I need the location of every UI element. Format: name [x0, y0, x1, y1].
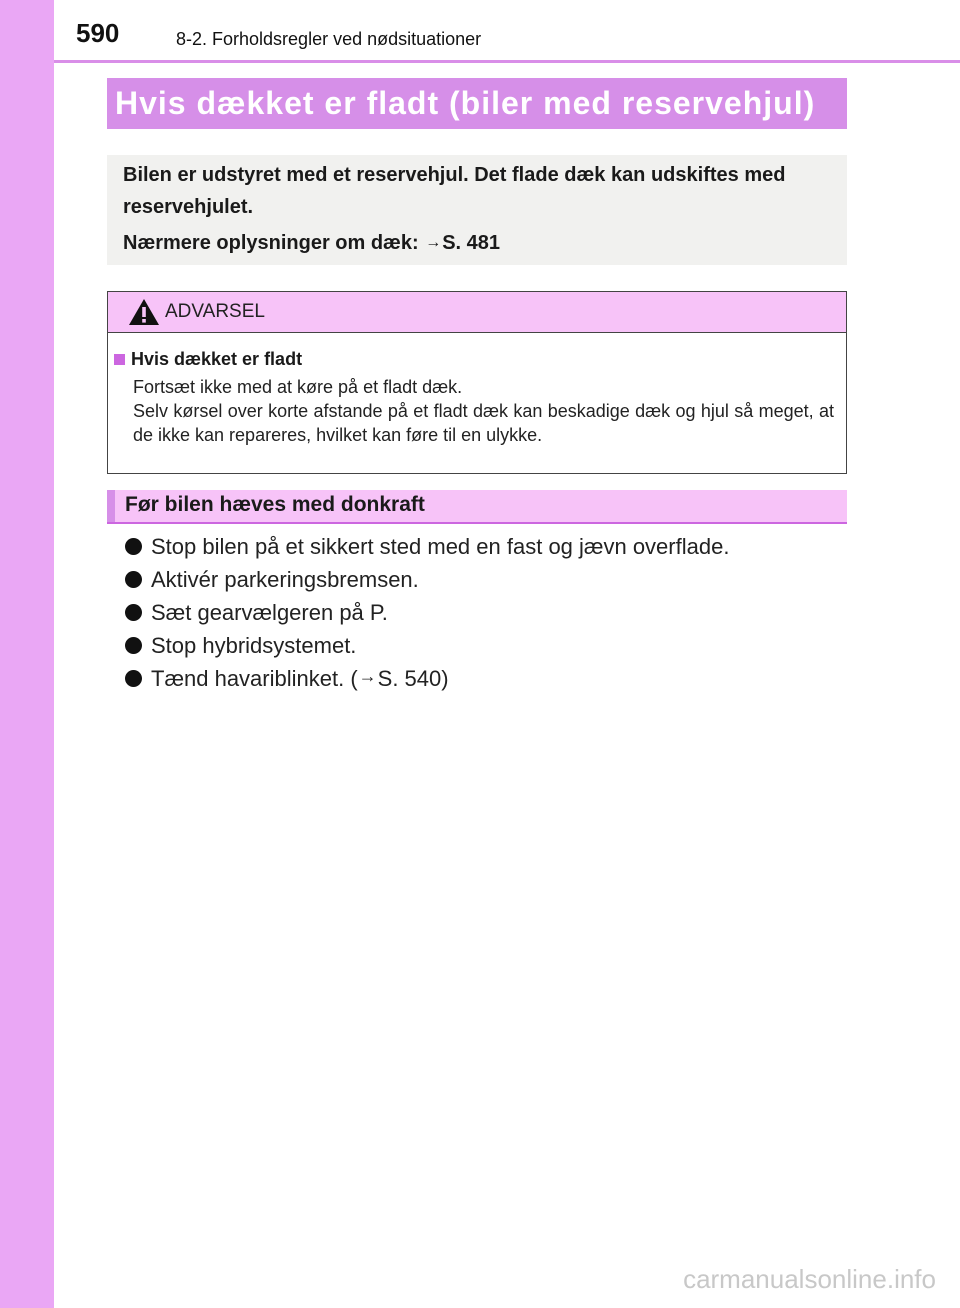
- arrow-right-icon: →: [358, 666, 377, 686]
- list-item-text-prefix: Tænd havariblinket. (: [151, 665, 358, 691]
- section-label: 8-2. Forholdsregler ved nødsituationer: [176, 29, 482, 49]
- list-item-text-suffix: ): [441, 665, 449, 691]
- section-bar: [107, 490, 847, 524]
- intro-ref-prefix: Nærmere oplysninger om dæk:: [123, 232, 425, 254]
- header-rule: [54, 60, 960, 63]
- warning-header: [108, 292, 846, 333]
- side-strip: [0, 0, 54, 1308]
- list-item: [125, 563, 845, 596]
- list-item-text: Aktivér parkeringsbremsen.: [151, 566, 419, 592]
- arrow-right-icon: →: [425, 234, 442, 251]
- steps-list: [125, 530, 845, 695]
- list-item-ref[interactable]: S. 540: [377, 665, 442, 691]
- watermark: carmanualsonline.info: [683, 1264, 936, 1294]
- bullet-dot-icon: [125, 538, 142, 555]
- list-item: [125, 662, 845, 695]
- section-bar-accent: [107, 490, 115, 522]
- intro-reference: [123, 229, 833, 259]
- list-item: [125, 530, 845, 563]
- warning-line-1: Fortsæt ikke med at køre på et fladt dæk.: [133, 377, 463, 397]
- warning-triangle-icon: [128, 298, 160, 326]
- title-bar: [107, 78, 847, 129]
- list-item: [125, 629, 845, 662]
- page-title: Hvis dækket er fladt (biler med reservehjul): [115, 85, 816, 121]
- section-title: Før bilen hæves med donkraft: [125, 493, 425, 516]
- intro-box: [107, 155, 847, 265]
- page-number: 590: [76, 18, 120, 48]
- list-item-text: Stop bilen på et sikkert sted med en fast og jævn overflade.: [151, 533, 730, 559]
- warning-label: ADVARSEL: [165, 301, 265, 322]
- bullet-dot-icon: [125, 637, 142, 654]
- list-item-text: Stop hybridsystemet.: [151, 632, 357, 658]
- warning-subheading-text: Hvis dækket er fladt: [131, 349, 303, 369]
- bullet-dot-icon: [125, 670, 142, 687]
- warning-line-2: Selv kørsel over korte afstande på et fladt dæk kan beskadige dæk og hjul så meget, at de ikke kan repareres, hvilket kan føre til en ulykke.: [133, 401, 834, 445]
- bullet-dot-icon: [125, 571, 142, 588]
- warning-subheading: [114, 349, 834, 370]
- warning-box: [107, 291, 847, 474]
- intro-text: Bilen er udstyret med et reservehjul. Det flade dæk kan udskiftes med reservehjulet.: [123, 164, 786, 218]
- list-item: [125, 596, 845, 629]
- bullet-dot-icon: [125, 604, 142, 621]
- intro-ref-page[interactable]: S. 481: [442, 232, 501, 254]
- list-item-text: Sæt gearvælgeren på P.: [151, 599, 388, 625]
- warning-body: [108, 333, 846, 447]
- square-bullet-icon: [114, 354, 125, 365]
